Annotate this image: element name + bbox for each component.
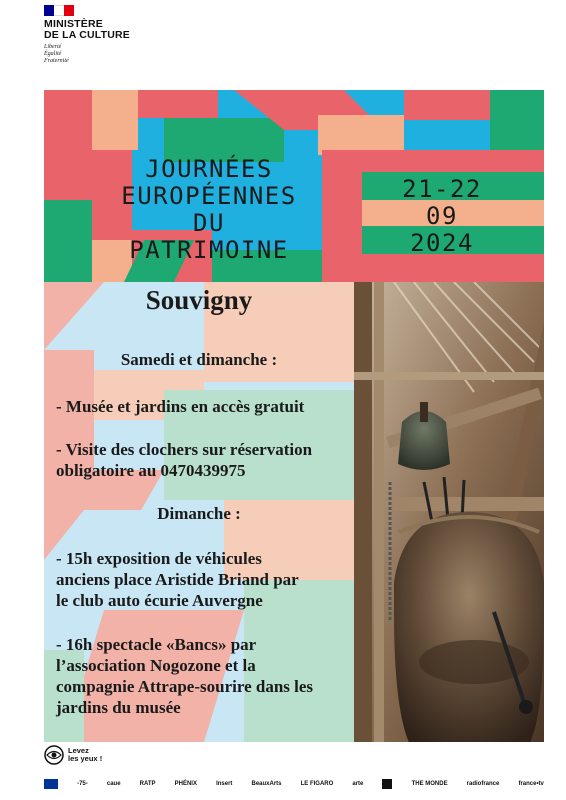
poster bbox=[44, 90, 544, 742]
eu-flag-icon bbox=[44, 779, 58, 789]
levez-line2: les yeux ! bbox=[68, 754, 103, 763]
levez-les-yeux-logo bbox=[44, 745, 102, 765]
ministry-name-line1: MINISTÈRE bbox=[44, 18, 103, 30]
poster-title bbox=[79, 156, 339, 264]
sponsor-phenix: PHÉNIX bbox=[174, 781, 197, 787]
program-item-show-l3: compagnie Attrape-sourire dans les bbox=[56, 677, 314, 696]
sponsor-75: -75- bbox=[77, 781, 88, 787]
levez-text bbox=[68, 747, 102, 763]
title-line4: PATRIMOINE bbox=[129, 236, 289, 264]
motto-egalite: Égalité bbox=[44, 51, 62, 57]
dates-days: 21-22 bbox=[402, 175, 482, 203]
ministry-name-line2: DE LA CULTURE bbox=[44, 29, 131, 41]
ministry-logo bbox=[44, 5, 130, 65]
sponsor-square-logo-icon bbox=[382, 779, 392, 789]
french-flag-icon bbox=[44, 5, 74, 16]
motto-fraternite: Fraternité bbox=[44, 58, 69, 64]
dates-month: 09 bbox=[426, 202, 458, 230]
dates-year: 2024 bbox=[410, 229, 474, 257]
program-item-show-l2: l’association Nogozone et la bbox=[56, 656, 256, 675]
sponsor-beauxarts: BeauxArts bbox=[251, 781, 282, 787]
program-item-vehicles-l1: - 15h exposition de véhicules bbox=[56, 549, 262, 568]
program-item-show-l4: jardins du musée bbox=[56, 698, 181, 717]
ministry-name bbox=[44, 19, 130, 41]
program-item-show-l1: - 16h spectacle «Bancs» par bbox=[56, 635, 257, 654]
program-item-bell-tower-l1: - Visite des clochers sur réservation bbox=[56, 440, 313, 459]
sponsor-insert: Insert bbox=[216, 781, 233, 787]
sponsor-caue: caue bbox=[106, 781, 121, 787]
sponsor-lefigaro: LE FIGARO bbox=[300, 781, 334, 787]
sponsor-ratp: RATP bbox=[139, 781, 156, 787]
program-item-museum: - Musée et jardins en accès gratuit bbox=[56, 397, 305, 416]
sponsor-arte: arte bbox=[352, 781, 364, 787]
town-name: Souvigny bbox=[145, 285, 253, 315]
program-item-vehicles-l2: anciens place Aristide Briand par bbox=[56, 570, 299, 589]
sponsor-francetv: france•tv bbox=[518, 781, 544, 787]
poster-dates bbox=[367, 176, 517, 257]
sponsor-radiofrance: radiofrance bbox=[466, 781, 500, 787]
levez-line1: Levez bbox=[68, 746, 89, 755]
eye-icon bbox=[44, 745, 64, 765]
program-item-bell-tower-l2: obligatoire au 0470439975 bbox=[56, 461, 246, 480]
title-line2: EUROPÉENNES bbox=[121, 182, 297, 210]
bell-tower-photo bbox=[354, 282, 544, 742]
program-text bbox=[44, 282, 354, 742]
sponsor-lemonde: THE MONDE bbox=[411, 781, 448, 787]
sponsors-strip bbox=[44, 776, 544, 792]
sunday-heading: Dimanche : bbox=[157, 504, 241, 523]
motto-liberte: Liberté bbox=[44, 44, 62, 50]
ministry-motto bbox=[44, 44, 130, 65]
saturday-sunday-heading: Samedi et dimanche : bbox=[120, 350, 278, 369]
program-item-vehicles-l3: le club auto écurie Auvergne bbox=[56, 591, 263, 610]
title-line1: JOURNÉES bbox=[145, 155, 273, 183]
title-line3: DU bbox=[193, 209, 225, 237]
